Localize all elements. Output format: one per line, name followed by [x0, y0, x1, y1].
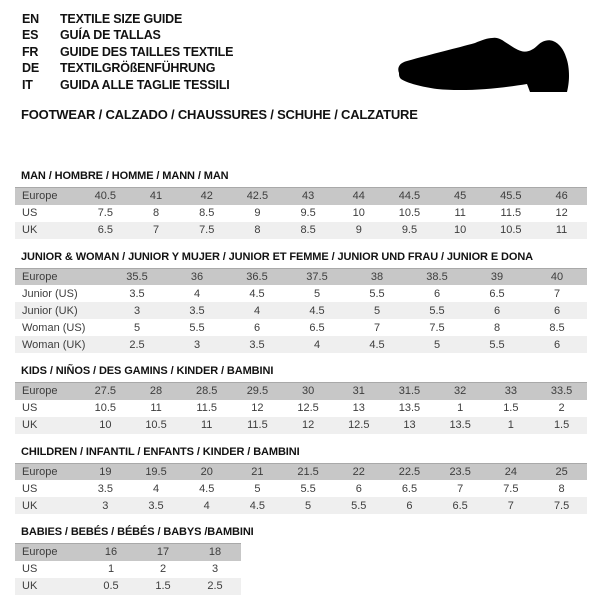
size-table-title: KIDS / NIÑOS / DES GAMINS / KINDER / BAMBINI [21, 365, 274, 377]
size-cell: 4 [152, 482, 160, 495]
size-cell: 25 [555, 465, 568, 478]
size-cell: 31.5 [398, 385, 421, 398]
size-cell: 6 [253, 321, 261, 334]
size-cell: 46 [555, 190, 568, 203]
row-label: Europe [22, 546, 58, 559]
size-cell: 20 [200, 465, 213, 478]
size-cell: 44.5 [398, 190, 421, 203]
size-cell: 21.5 [297, 465, 319, 478]
size-cell: 6.5 [97, 224, 113, 236]
size-cell: 33.5 [550, 385, 573, 398]
size-cell: 1 [107, 563, 115, 575]
lang-row-it [22, 77, 233, 93]
row-label: US [22, 402, 38, 414]
size-cell: 5 [133, 321, 141, 334]
size-cell: 5 [433, 338, 441, 351]
size-cell: 6 [406, 499, 413, 512]
size-cell: 45 [454, 190, 467, 203]
size-cell: 6.5 [489, 287, 505, 300]
size-cell: 37.5 [306, 270, 328, 283]
row-label: UK [22, 224, 38, 236]
lang-label: GUÍA DE TALLAS [60, 28, 161, 43]
size-cell: 45.5 [500, 190, 522, 203]
table-row [15, 400, 587, 417]
size-cell: 28.5 [196, 385, 218, 398]
size-cell: 1.5 [553, 419, 570, 431]
size-cell: 11.5 [500, 207, 522, 219]
size-cell: 3.5 [148, 499, 164, 512]
size-cell: 10 [99, 419, 112, 431]
size-cell: 10.5 [94, 402, 117, 414]
size-cell: 9.5 [401, 224, 418, 236]
size-cell: 40 [550, 270, 564, 283]
size-table [15, 463, 587, 515]
size-cell: 7 [152, 224, 160, 236]
size-cell: 42.5 [246, 190, 269, 203]
lang-code: ES [22, 28, 39, 43]
size-cell: 4.5 [199, 482, 215, 495]
size-cell: 12 [555, 207, 568, 219]
size-table [15, 382, 587, 434]
table-row [15, 319, 587, 336]
size-cell: 11 [201, 419, 213, 431]
size-cell: 7 [507, 499, 514, 512]
table-row [15, 497, 587, 514]
lang-row-en [22, 11, 233, 27]
lang-label: GUIDA ALLE TAGLIE TESSILI [60, 77, 230, 92]
size-table-section-4 [15, 526, 590, 595]
table-row [15, 578, 241, 595]
size-cell: 44 [352, 190, 365, 203]
size-cell: 1.5 [155, 580, 171, 592]
size-table-section-1 [15, 251, 590, 354]
size-cell: 42 [200, 190, 213, 203]
language-title-block [22, 11, 233, 93]
size-cell: 13.5 [449, 419, 471, 431]
size-cell: 7 [553, 287, 561, 300]
size-cell: 4.5 [309, 304, 325, 317]
lang-label: TEXTILE SIZE GUIDE [60, 12, 183, 26]
size-table [15, 543, 241, 595]
size-cell: 6 [433, 287, 441, 300]
table-row [15, 222, 587, 239]
size-cell: 12.5 [297, 402, 319, 414]
size-cell: 7 [457, 482, 464, 495]
size-cell: 3.5 [189, 304, 205, 317]
table-header-row [15, 383, 587, 400]
lang-row-de [22, 60, 233, 76]
size-cell: 13 [352, 402, 365, 414]
row-label: Woman (US) [22, 321, 86, 334]
size-cell: 8 [493, 321, 501, 334]
size-cell: 8.5 [549, 321, 565, 334]
lang-row-fr [22, 44, 233, 60]
size-cell: 1 [457, 402, 464, 414]
size-cell: 36 [190, 270, 204, 283]
size-tables [15, 170, 590, 607]
size-cell: 38 [370, 270, 384, 283]
row-label: UK [22, 499, 38, 512]
row-label: Woman (UK) [22, 338, 86, 351]
size-table [15, 187, 587, 239]
size-cell: 3 [133, 304, 141, 317]
size-cell: 9 [254, 207, 261, 219]
row-label: Junior (US) [22, 287, 78, 300]
size-cell: 8 [152, 207, 160, 219]
table-header-row [15, 463, 587, 480]
row-label: Junior (UK) [22, 304, 78, 317]
size-cell: 21 [251, 465, 264, 478]
size-cell: 3.5 [97, 482, 113, 495]
size-cell: 10.5 [398, 207, 421, 219]
size-cell: 11 [555, 224, 568, 236]
size-cell: 19 [99, 465, 112, 478]
size-cell: 4.5 [249, 499, 266, 512]
size-cell: 8.5 [199, 207, 215, 219]
lang-code: DE [22, 61, 39, 76]
size-cell: 3 [193, 338, 201, 351]
row-label: Europe [22, 190, 58, 203]
dress-shoe-path [398, 38, 569, 92]
table-row [15, 205, 587, 222]
size-cell: 29.5 [246, 385, 269, 398]
size-cell: 19.5 [145, 465, 167, 478]
size-cell: 4 [253, 304, 261, 317]
size-cell: 12.5 [348, 419, 370, 431]
size-cell: 13 [403, 419, 416, 431]
size-cell: 6.5 [452, 499, 468, 512]
size-cell: 35.5 [126, 270, 148, 283]
size-cell: 4.5 [369, 338, 385, 351]
size-cell: 9 [355, 224, 362, 236]
size-table-title: BABIES / BEBÉS / BÉBÉS / BABYS /BAMBINI [21, 526, 254, 538]
size-cell: 5.5 [489, 338, 505, 351]
size-cell: 8.5 [300, 224, 316, 236]
size-cell: 0.5 [103, 580, 119, 592]
row-label: US [22, 563, 38, 575]
size-cell: 11 [150, 402, 162, 414]
size-cell: 8 [254, 224, 261, 236]
size-cell: 4 [313, 338, 321, 351]
table-row [15, 417, 587, 434]
size-cell: 3 [102, 499, 109, 512]
size-cell: 6 [553, 304, 561, 317]
size-cell: 11.5 [247, 419, 268, 431]
size-cell: 4 [193, 287, 201, 300]
size-cell: 1.5 [503, 402, 519, 414]
size-table [15, 268, 587, 354]
category-heading: FOOTWEAR / CALZADO / CHAUSSURES / SCHUHE / CALZATURE [21, 107, 418, 122]
size-cell: 5.5 [369, 287, 385, 300]
size-cell: 7 [373, 321, 381, 334]
lang-code: IT [22, 77, 33, 92]
row-label: UK [22, 419, 38, 431]
lang-label: GUIDE DES TAILLES TEXTILE [60, 44, 234, 59]
size-cell: 10.5 [145, 419, 167, 431]
dress-shoe-icon [397, 36, 571, 94]
row-label: Europe [22, 270, 58, 283]
lang-label: TEXTILGRÖßENFÜHRUNG [60, 61, 216, 76]
size-cell: 36.5 [246, 270, 268, 283]
size-cell: 40.5 [94, 190, 117, 203]
size-cell: 2.5 [129, 338, 145, 351]
size-cell: 3.5 [249, 338, 265, 351]
size-table-title: JUNIOR & WOMAN / JUNIOR Y MUJER / JUNIOR ET FEMME / JUNIOR UND FRAU / JUNIOR E DONA [21, 250, 534, 263]
size-cell: 31 [352, 385, 365, 398]
size-cell: 5 [254, 482, 261, 495]
size-cell: 22.5 [398, 465, 421, 478]
size-cell: 7.5 [199, 224, 215, 236]
row-label: US [22, 482, 38, 495]
size-cell: 10 [352, 207, 365, 219]
size-cell: 4 [203, 499, 210, 512]
size-cell: 5.5 [351, 499, 367, 512]
size-cell: 32 [454, 385, 467, 398]
size-cell: 17 [156, 546, 170, 559]
size-cell: 27.5 [94, 385, 117, 398]
size-cell: 23.5 [449, 465, 471, 478]
size-cell: 41 [149, 190, 163, 203]
size-table-title: MAN / HOMBRE / HOMME / MANN / MAN [21, 170, 229, 182]
table-row [15, 480, 587, 497]
size-cell: 43 [301, 190, 315, 203]
size-cell: 33 [504, 385, 517, 398]
size-cell: 5.5 [189, 321, 205, 334]
size-cell: 4.5 [249, 287, 265, 300]
size-table-section-0 [15, 170, 590, 239]
size-cell: 9.5 [300, 207, 316, 219]
size-cell: 39 [490, 270, 504, 283]
size-cell: 5 [305, 499, 312, 512]
size-cell: 2.5 [207, 580, 223, 592]
size-cell: 5.5 [429, 304, 445, 317]
size-cell: 7.5 [429, 321, 445, 334]
table-row [15, 561, 241, 578]
size-cell: 6 [493, 304, 501, 317]
size-cell: 6.5 [309, 321, 325, 334]
size-cell: 3 [211, 563, 219, 575]
row-label: Europe [22, 385, 58, 398]
size-cell: 38.5 [426, 270, 448, 283]
size-cell: 12 [251, 402, 264, 414]
size-cell: 7.5 [97, 207, 113, 219]
size-cell: 30 [301, 385, 315, 398]
table-header-row [15, 188, 587, 205]
size-cell: 2 [159, 563, 167, 575]
size-cell: 5 [313, 287, 321, 300]
size-cell: 2 [558, 402, 565, 414]
size-cell: 10 [454, 224, 467, 236]
size-cell: 18 [208, 546, 222, 559]
size-cell: 10.5 [500, 224, 522, 236]
table-row [15, 285, 587, 302]
size-cell: 5 [373, 304, 381, 317]
size-cell: 11 [454, 207, 466, 219]
size-cell: 24 [504, 465, 517, 478]
lang-code: EN [22, 12, 39, 26]
size-cell: 3.5 [129, 287, 145, 300]
row-label: UK [22, 580, 38, 592]
size-cell: 22 [352, 465, 365, 478]
table-row [15, 302, 587, 319]
size-cell: 7.5 [553, 499, 570, 512]
size-cell: 8 [558, 482, 565, 495]
size-cell: 7.5 [503, 482, 519, 495]
size-table-title: CHILDREN / INFANTIL / ENFANTS / KINDER / BAMBINI [21, 445, 300, 458]
size-cell: 12 [301, 419, 315, 431]
size-cell: 1 [507, 419, 514, 431]
lang-row-es [22, 27, 233, 43]
size-cell: 6.5 [401, 482, 418, 495]
row-label: Europe [22, 465, 58, 478]
table-header-row [15, 544, 241, 561]
table-header-row [15, 268, 587, 285]
size-cell: 6 [553, 338, 561, 351]
size-cell: 16 [104, 546, 118, 559]
row-label: US [22, 207, 38, 219]
size-table-section-3 [15, 446, 590, 515]
table-row [15, 336, 587, 353]
size-cell: 28 [149, 385, 163, 398]
size-cell: 5.5 [300, 482, 316, 495]
size-cell: 6 [355, 482, 362, 495]
lang-code: FR [22, 44, 39, 59]
size-cell: 11.5 [196, 402, 218, 414]
size-cell: 13.5 [398, 402, 421, 414]
size-table-section-2 [15, 365, 590, 434]
